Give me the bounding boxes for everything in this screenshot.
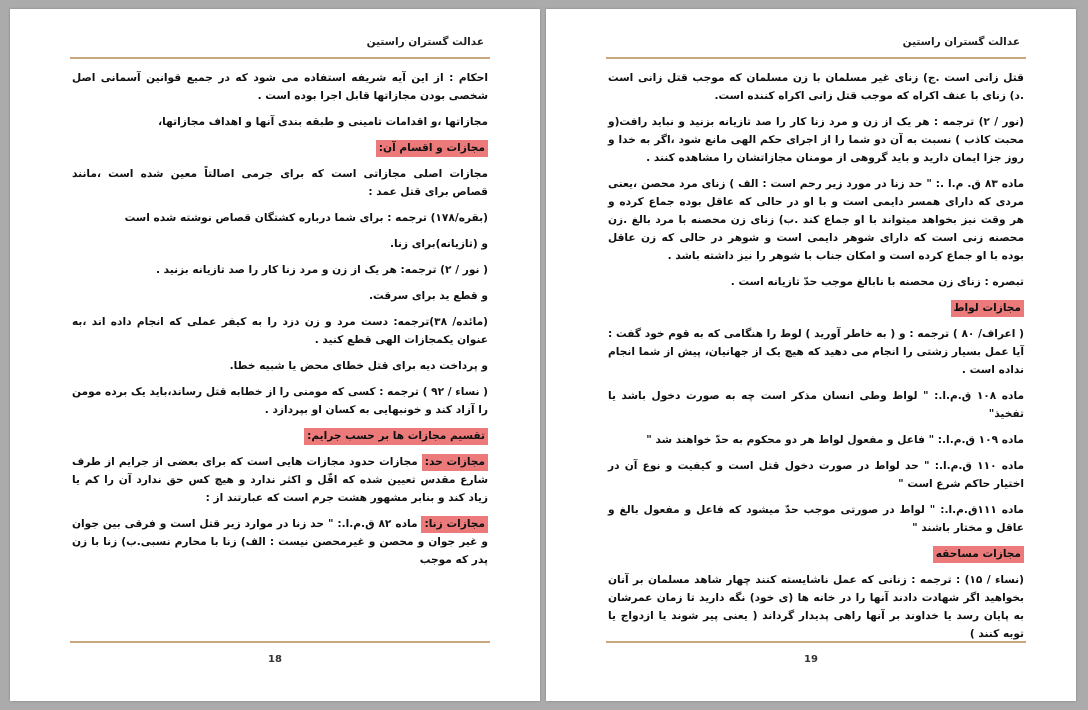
section-heading-label: مجازات لواط <box>951 300 1025 317</box>
paragraph-text: قتل زانی است .ج) زنای غیر مسلمان با زن مسلمان که موجب قتل زانی است .د) زنای با عنف اکراه که موجب قتل زانی اکراه کننده است. <box>608 72 1024 102</box>
paragraph-text: (بقره/۱۷۸) ترجمه : برای شما درباره کشتگان قصاص نوشته شده است <box>124 212 488 224</box>
header-rule <box>606 57 1026 59</box>
paragraph-text: احکام : از این آیه شریفه استفاده می شود که در جمیع قوانین آسمانی اصل شخصی بودن مجازاتها قابل اجرا بوده است . <box>72 72 488 102</box>
paragraph-text: و پرداخت دیه برای قتل خطای محض یا شبیه خطا. <box>229 360 488 372</box>
footer-rule <box>606 641 1026 643</box>
body-paragraph <box>608 457 1024 493</box>
section-heading <box>72 139 488 157</box>
paragraph-text: مجازات اصلی مجازاتی است که برای جرمی اصالتاً معین شده است ،مانند قصاص برای قتل عمد : <box>72 168 488 198</box>
page-header-title: عدالت گستران راستین <box>366 36 484 48</box>
body-paragraph <box>608 113 1024 167</box>
body-paragraph <box>72 313 488 349</box>
body-paragraph <box>72 515 488 569</box>
paragraph-text: و قطع ید برای سرقت. <box>368 290 488 302</box>
inline-heading: مجازات زنا: <box>421 516 488 533</box>
paragraph-text: تبصره : زنای زن محصنه با نابالغ موجب حدّ تازیانه است . <box>730 276 1024 288</box>
body-paragraph <box>72 209 488 227</box>
body-paragraph <box>72 235 488 253</box>
paragraph-text: مجازات حدود مجازات هایی است که برای بعضی از جرایم از طرف شارع مقدس تعیین شده که اقّل و اکثر ندارد و هیچ کس حق ندارد آن را کم یا زیاد کند و بنابر مشهور هشت جرم است که عبارتند از : <box>72 456 488 504</box>
body-paragraph <box>608 273 1024 291</box>
body-paragraph <box>72 165 488 201</box>
section-heading-label: مجازات مساحقه <box>933 546 1024 563</box>
section-heading-label: مجازات و اقسام آن: <box>376 140 488 157</box>
footer-rule <box>70 641 490 643</box>
page-number: 18 <box>268 654 282 665</box>
paragraph-text: (مائده/ ۳۸)ترجمه: دست مرد و زن دزد را به کیفر عملی که انجام داده اند ،به عنوان یکمجازات الهی قطع کنید . <box>72 316 488 346</box>
body-paragraph <box>608 501 1024 537</box>
section-heading <box>608 299 1024 317</box>
paragraph-text: ( اعراف/ ۸۰ ) ترجمه : و ( به خاطر آورید ) لوط را هنگامی که به قوم خود گفت : آیا عمل بسیار زشتی را انجام می دهید که هیچ یک از جهانیان، پیش از شما انجام نداده است . <box>608 328 1024 376</box>
body-paragraph <box>72 357 488 375</box>
paragraph-text: ماده ۸۳ ق. م.ا .: " حد زنا در مورد زیر رحم است : الف ) زنای مرد محصن ،یعنی مردی که دارای همسر دایمی است و با او در حالی که عاقل بوده جماع کرده و هر وقت نیز بخواهد میتواند با او جماع کند .ب) زنای زن محصنه با مرد بالغ .زن محصنه زنی است که دارای شوهر دایمی است و شوهر در حالی که زن عاقل بوده با او جماع کرده است و امکان جناب با شوهر را نیز داشته باشد . <box>608 178 1024 262</box>
page-left <box>10 9 540 701</box>
paragraph-text: ( نساء / ۹۲ ) ترجمه : کسی که مومنی را از خطابه قتل رساند،باید یک برده مومن را آزاد کند و خونبهایی به کسان او بپردازد . <box>72 386 488 416</box>
body-paragraph <box>72 69 488 105</box>
section-heading <box>72 427 488 445</box>
paragraph-text: ماده ۱۰۹ ق.م.ا.: " فاعل و مفعول لواط هر دو محکوم به حدّ خواهند شد " <box>646 434 1024 446</box>
page-body <box>72 69 488 577</box>
header-rule <box>70 57 490 59</box>
paragraph-text: مجازاتها ،و اقدامات تامینی و طبقه بندی آنها و اهداف مجازاتها، <box>158 116 488 128</box>
paragraph-text: و (تازیانه)برای زنا. <box>389 238 488 250</box>
body-paragraph <box>72 113 488 131</box>
body-paragraph <box>608 175 1024 265</box>
section-heading <box>608 545 1024 563</box>
paragraph-text: (نساء / ۱۵) : ترجمه : زنانی که عمل ناشایسته کنند چهار شاهد مسلمان بر آنان بخواهید اگر شهادت دادند آنها را در خانه ها (ی خود) نگه دارید تا زمان عمرشان به پایان رسد یا خداوند بر آنها راهی پدیدار گرداند ( یعنی پیر شوند یا ازدواج یا توبه کنند ) <box>608 574 1024 640</box>
body-paragraph <box>608 571 1024 643</box>
page-header-title: عدالت گستران راستین <box>902 36 1020 48</box>
body-paragraph <box>72 287 488 305</box>
body-paragraph <box>72 453 488 507</box>
page-right <box>546 9 1076 701</box>
page-body <box>608 69 1024 651</box>
body-paragraph <box>72 261 488 279</box>
body-paragraph <box>608 387 1024 423</box>
paragraph-text: ماده ۸۲ ق.م.ا.: " حد زنا در موارد زیر قتل است و فرقی بین جوان و غیر جوان و محصن و غیرمحصن نیست : الف) زنا با محارم نسبی.ب) زنا با زن پدر که موجب <box>72 518 488 566</box>
page-number: 19 <box>804 654 818 665</box>
body-paragraph <box>72 383 488 419</box>
paragraph-text: ماده ۱۰۸ ق.م.ا.: " لواط وطی انسان مذکر است چه به صورت دخول باشد یا تفخیذ" <box>608 390 1025 420</box>
paragraph-text: ماده ۱۱۰ ق.م.ا.: " حد لواط در صورت دخول قتل است و کیفیت و نوع آن در اختیار حاکم شرع است " <box>608 460 1025 490</box>
body-paragraph <box>608 431 1024 449</box>
body-paragraph <box>608 69 1024 105</box>
paragraph-text: (نور / ۲) ترجمه : هر یک از زن و مرد زنا کار را صد تازیانه بزنید و نباید رافت(و محبت کاذب ) نسبت به آن دو شما را از اجرای حکم الهی مانع شود ،اگر به خدا و روز جزا ایمان دارید و باید گروهی از مومنان مجازاتشان را مشاهده کنند . <box>608 116 1024 164</box>
body-paragraph <box>608 325 1024 379</box>
section-heading-label: تقسیم مجازات ها بر حسب جرایم: <box>304 428 488 445</box>
paragraph-text: ماده ۱۱۱ق.م.ا.: " لواط در صورتی موجب حدّ میشود که فاعل و مفعول بالغ و عاقل و مختار باشند " <box>608 504 1024 534</box>
inline-heading: مجازات حد: <box>422 454 488 471</box>
paragraph-text: ( نور / ۲) ترجمه: هر یک از زن و مرد زنا کار را صد تازیانه بزنید . <box>155 264 488 276</box>
